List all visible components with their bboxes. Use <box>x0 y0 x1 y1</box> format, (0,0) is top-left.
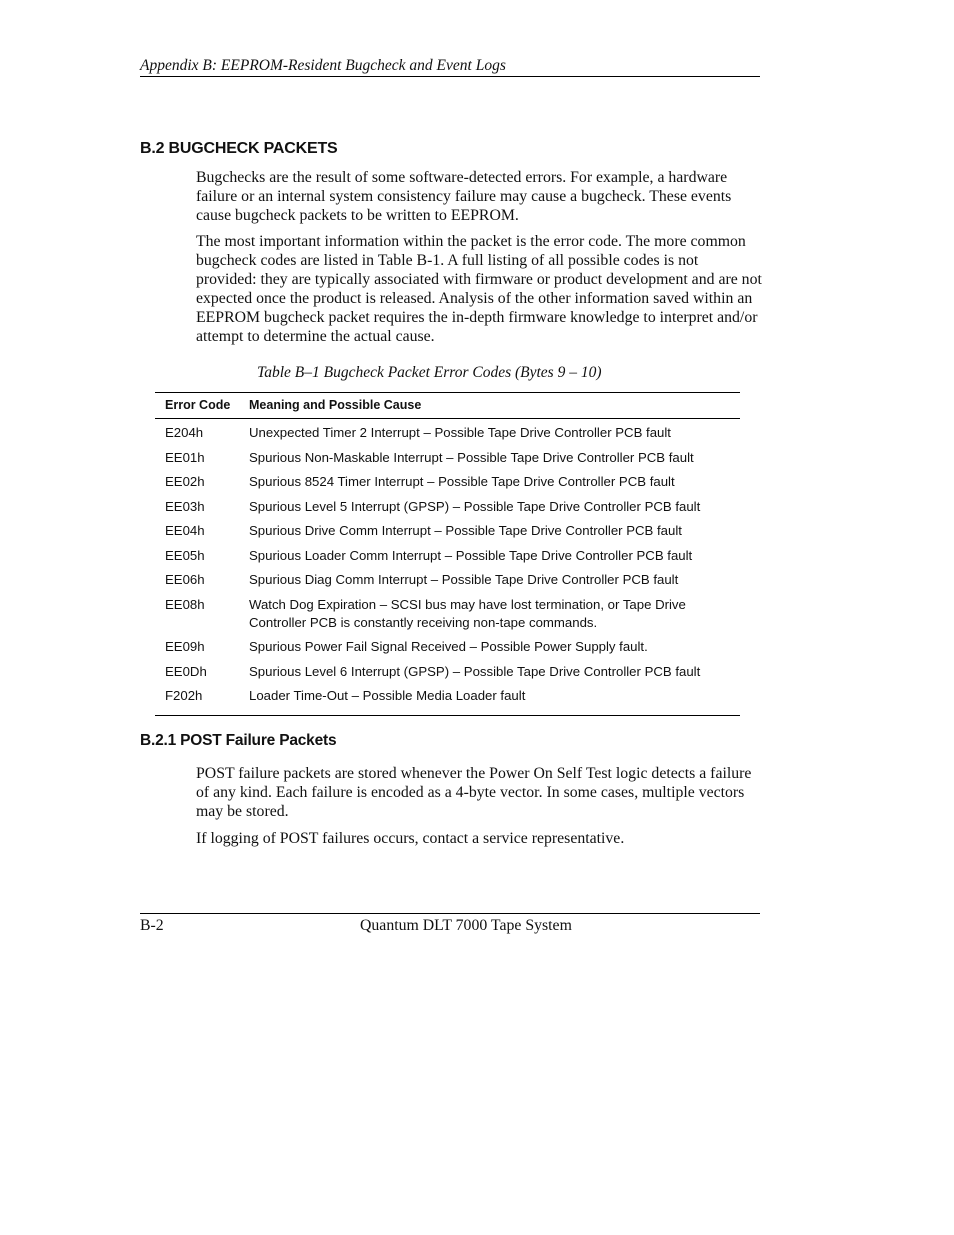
meaning-cell: Spurious Loader Comm Interrupt – Possible Tape Drive Controller PCB fault <box>249 547 693 563</box>
table-row <box>155 473 740 498</box>
meaning-cell: Spurious Level 6 Interrupt (GPSP) – Possible Tape Drive Controller PCB fault <box>249 663 701 679</box>
column-header-meaning: Meaning and Possible Cause <box>249 398 422 412</box>
section-heading: B.2 BUGCHECK PACKETS <box>140 140 338 157</box>
meaning-cell: Spurious Power Fail Signal Received – Possible Power Supply fault. <box>249 639 648 654</box>
table-row <box>155 596 740 639</box>
section-paragraph-2: The most important information within the packet is the error code. The more common bugcheck codes are listed in Table B-1. A full listing of all possible codes is not provided: they are typically associated with firmware or product development and are not expected once the product is released. Analysis of the other information saved within an EEPROM bugcheck packet requires the in-depth firmware knowledge to interpret and/or attempt to determine the actual cause. <box>196 233 762 345</box>
error-code-cell: E204h <box>165 425 204 440</box>
error-code-cell: EE06h <box>165 572 205 587</box>
subsection-paragraph-2: If logging of POST failures occurs, contact a service representative. <box>196 830 625 847</box>
error-code-cell: EE0Dh <box>165 663 207 679</box>
table-row <box>155 424 740 449</box>
table-row <box>155 571 740 596</box>
column-header-error-code: Error Code <box>165 398 231 412</box>
meaning-cell: Spurious Diag Comm Interrupt – Possible Tape Drive Controller PCB fault <box>249 572 679 587</box>
meaning-cell: Spurious Level 5 Interrupt (GPSP) – Possible Tape Drive Controller PCB fault <box>249 498 701 514</box>
table-row <box>155 522 740 547</box>
error-code-cell: EE02h <box>165 474 205 489</box>
meaning-cell: Spurious Drive Comm Interrupt – Possible Tape Drive Controller PCB fault <box>249 523 682 538</box>
table-row <box>155 547 740 572</box>
error-code-cell: EE04h <box>165 523 205 538</box>
error-code-cell: EE03h <box>165 498 205 514</box>
section-paragraph-1: Bugchecks are the result of some software-detected errors. For example, a hardware failure or an internal system consistency failure may cause a bugcheck. These events cause bugcheck packets to be written to EEPROM. <box>196 169 732 224</box>
page-number: B-2 <box>140 917 164 934</box>
table-row <box>155 498 740 523</box>
table-body <box>155 419 740 715</box>
error-code-table <box>155 392 740 716</box>
meaning-cell: Watch Dog Expiration – SCSI bus may have lost termination, or Tape Drive Controller PCB is constantly receiving non-tape commands. <box>249 596 686 630</box>
table-caption: Table B–1 Bugcheck Packet Error Codes (Bytes 9 – 10) <box>257 364 602 381</box>
error-code-cell: F202h <box>165 688 203 703</box>
footer-book-title: Quantum DLT 7000 Tape System <box>360 917 572 934</box>
footer-rule <box>140 913 760 914</box>
table-header-row <box>155 393 740 419</box>
header-rule <box>140 76 760 77</box>
meaning-cell: Spurious Non-Maskable Interrupt – Possible Tape Drive Controller PCB fault <box>249 449 694 465</box>
table-row <box>155 687 740 712</box>
meaning-cell: Unexpected Timer 2 Interrupt – Possible Tape Drive Controller PCB fault <box>249 425 671 440</box>
table-row <box>155 638 740 663</box>
table-row <box>155 449 740 474</box>
meaning-cell: Spurious 8524 Timer Interrupt – Possible Tape Drive Controller PCB fault <box>249 474 675 489</box>
running-header: Appendix B: EEPROM-Resident Bugcheck and Event Logs <box>140 57 506 74</box>
error-code-cell: EE09h <box>165 639 205 654</box>
meaning-cell: Loader Time-Out – Possible Media Loader fault <box>249 688 526 703</box>
table-row <box>155 663 740 688</box>
subsection-heading: B.2.1 POST Failure Packets <box>140 732 337 749</box>
error-code-cell: EE01h <box>165 449 205 465</box>
subsection-paragraph-1: POST failure packets are stored whenever the Power On Self Test logic detects a failure of any kind. Each failure is encoded as a 4-byte vector. In some cases, multiple vectors may be stored. <box>196 765 752 820</box>
error-code-cell: EE08h <box>165 596 205 612</box>
error-code-cell: EE05h <box>165 547 205 563</box>
